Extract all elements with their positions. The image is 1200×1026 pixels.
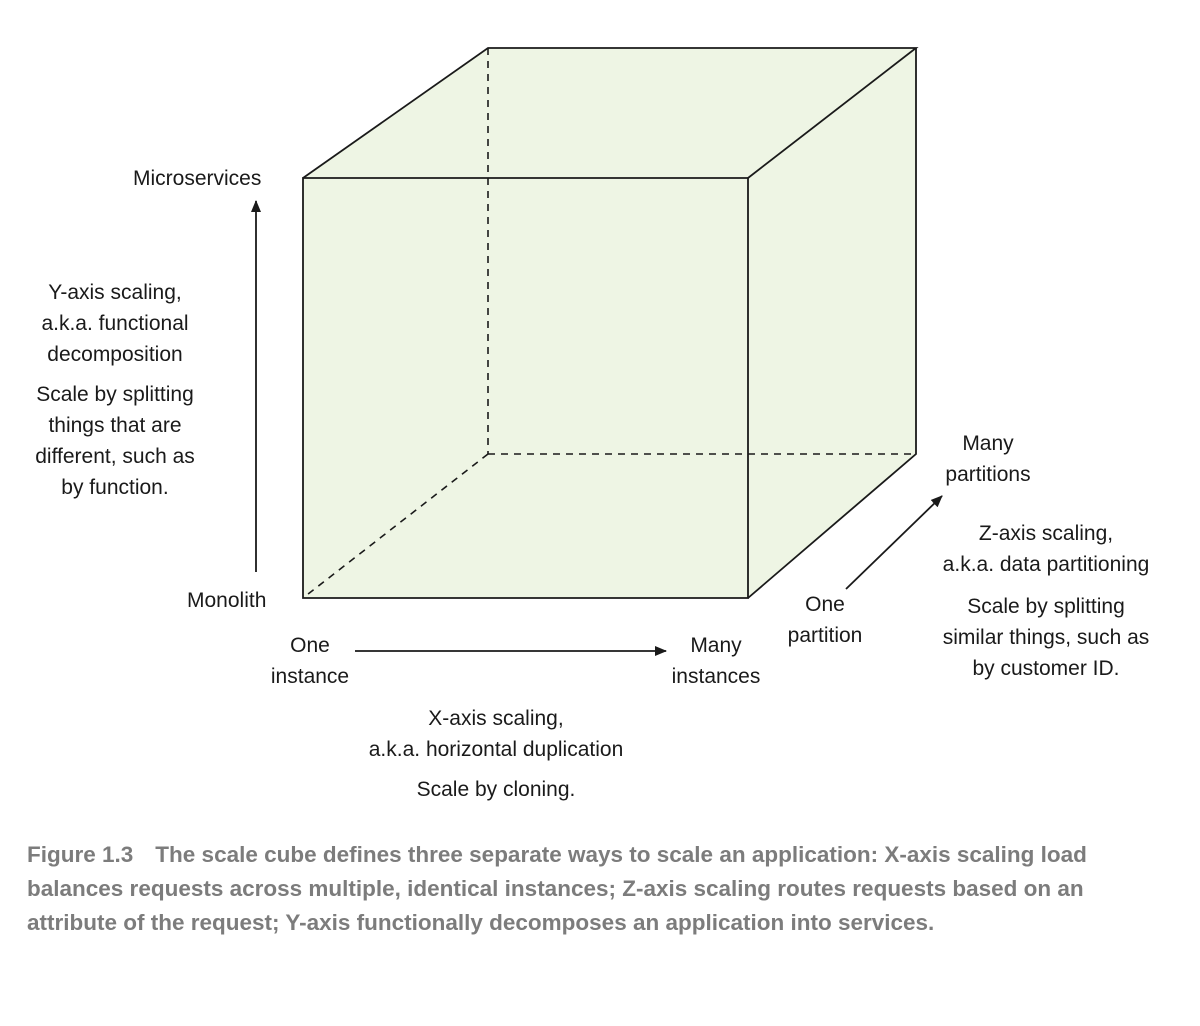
x-axis-start-label-line: One [290,634,330,657]
z-axis-description [943,591,1150,684]
x-axis-title-line: a.k.a. horizontal duplication [368,738,624,761]
y-axis-description-line: by function. [61,476,169,499]
y-axis-top-label: Microservices [133,167,262,190]
y-axis-description-line: different, such as [35,445,195,468]
y-axis-description-line: Scale by splitting [36,383,194,406]
z-axis-end-label-line: partitions [945,463,1031,486]
x-axis-title-line: X-axis scaling, [428,707,564,730]
z-axis-arrow [846,496,942,589]
z-axis-title-line: a.k.a. data partitioning [942,553,1150,576]
x-axis-end-label-line: instances [671,665,761,688]
z-axis-description-line: by customer ID. [972,657,1120,680]
figure-number: Figure 1.3 [27,842,134,867]
z-axis-end-label [945,428,1030,490]
x-axis-start-label-line: instance [270,665,350,688]
z-axis-start-label [788,589,863,651]
z-axis-end-label-line: Many [962,432,1014,455]
x-axis-start-label [271,630,349,692]
z-axis-title [943,518,1150,580]
z-axis-description-line: similar things, such as [942,626,1150,649]
z-axis-description-line: Scale by splitting [967,595,1125,618]
y-axis-description [35,379,195,503]
z-axis-title-line: Z-axis scaling, [978,522,1114,545]
y-axis-bottom-label: Monolith [187,589,267,612]
y-axis-title-line: Y-axis scaling, [48,281,182,304]
x-axis-end-label [672,630,761,692]
z-axis-start-label-line: One [805,593,845,616]
x-axis-description: Scale by cloning. [416,778,576,801]
figure-caption-text: The scale cube defines three separate ways to scale an application: X-axis scaling load balances requests across multiple, identical instances; Z-axis scaling routes requests based on an attribute of the request; Y-axis functionally decomposes an application into services. [27,842,1087,935]
y-axis-title [41,277,188,370]
y-axis-title-line: decomposition [47,343,183,366]
y-axis-title-line: a.k.a. functional [41,312,189,335]
x-axis-end-label-line: Many [690,634,742,657]
cube-front-face [303,178,748,598]
z-axis-start-label-line: partition [787,624,863,647]
y-axis-description-line: things that are [48,414,182,437]
x-axis-title [369,703,624,765]
figure-caption [27,838,1177,940]
